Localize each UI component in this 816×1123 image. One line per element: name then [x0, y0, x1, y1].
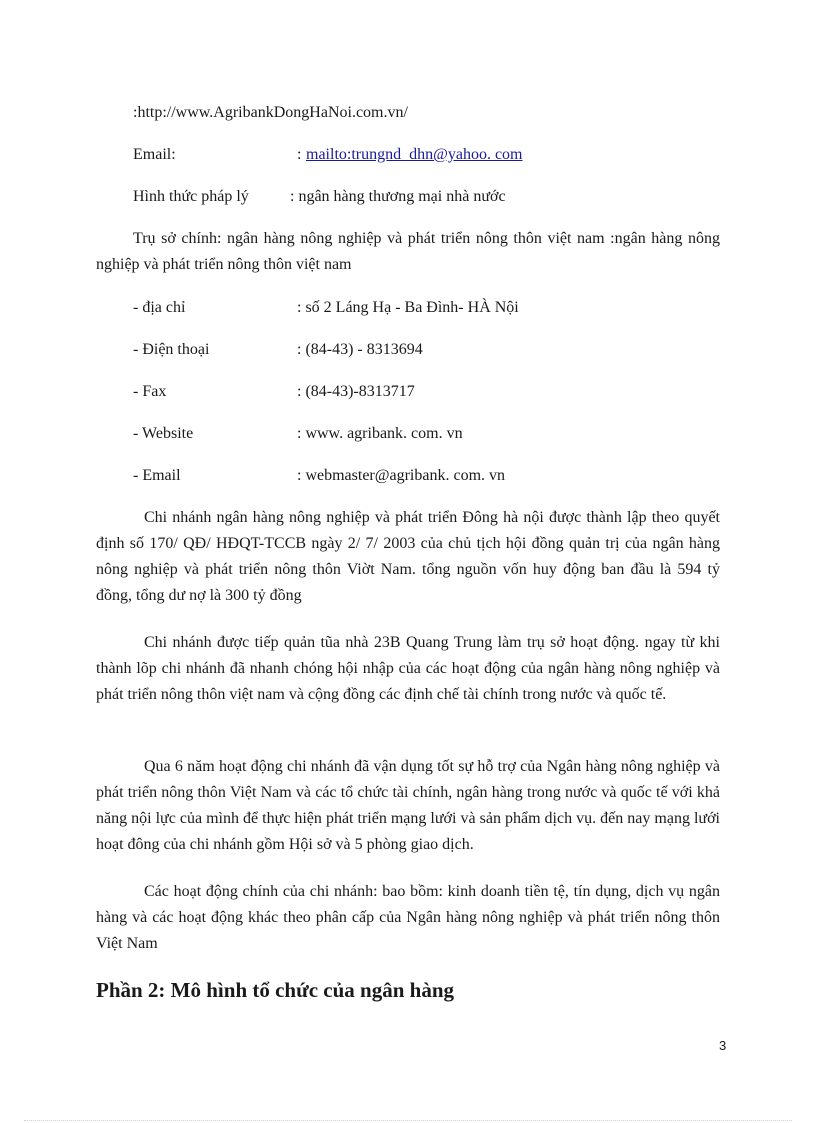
hq-address-label: - địa chỉ [133, 299, 186, 316]
hq-fax-label: - Fax [133, 383, 167, 400]
hq-phone-value: : (84-43) - 8313694 [297, 341, 423, 358]
hq-website-value: : www. agribank. com. vn [297, 425, 463, 442]
email-link[interactable]: mailto:trungnd_dhn@yahoo. com [306, 146, 523, 163]
page-number: 3 [719, 1038, 727, 1053]
headquarters-intro: Trụ sở chính: ngân hàng nông nghiệp và phát triển nông thôn việt nam :ngân hàng nông nghiệp và phát triển nông thôn việt nam [96, 230, 720, 273]
hq-email-value: : webmaster@agribank. com. vn [297, 467, 506, 484]
hq-website-label: - Website [133, 425, 194, 442]
hq-phone-label: - Điện thoại [133, 341, 210, 358]
email-separator: : [297, 146, 302, 163]
hq-fax-value: : (84-43)-8313717 [297, 383, 415, 400]
legal-form-value: : ngân hàng thương mại nhà nước [290, 188, 506, 205]
hq-email-label: - Email [133, 467, 181, 484]
paragraph-growth: Qua 6 năm hoạt động chi nhánh đã vận dụng tốt sự hỗ trợ của Ngân hàng nông nghiệp và phát triển nông thôn Việt Nam và các tổ chức tài chính, ngân hàng trong nước và quốc tế với khả năng nội lực của mình để thực hiện phát triển mạng lưới và sản phẩm dịch vụ. đến nay mạng lưới hoạt đông của chi nhánh gồm Hội sở và 5 phòng giao dịch. [96, 758, 720, 853]
legal-form-label: Hình thức pháp lý [133, 188, 249, 205]
page-bottom-divider [24, 1120, 792, 1121]
paragraph-activities: Các hoạt động chính của chi nhánh: bao bồm: kinh doanh tiền tệ, tín dụng, dịch vụ ngân hàng và các hoạt động khác theo phân cấp của Ngân hàng nông nghiệp và phát triển nông thôn Việt Nam [96, 883, 720, 952]
email-label: Email: [133, 146, 176, 163]
hq-address-value: : số 2 Láng Hạ - Ba Đình- HÀ Nội [297, 299, 519, 316]
section-heading: Phần 2: Mô hình tổ chức của ngân hàng [96, 978, 455, 1002]
paragraph-establishment: Chi nhánh ngân hàng nông nghiệp và phát triển Đông hà nội được thành lập theo quyết định số 170/ QĐ/ HĐQT-TCCB ngày 2/ 7/ 2003 của chủ tịch hội đồng quản trị của ngân hàng nông nghiệp và phát triển nông thôn Viờt Nam. tổng nguồn vốn huy động ban đầu là 594 tỷ đồng, tổng dư nợ là 300 tỷ đồng [96, 509, 720, 604]
paragraph-headquarters: Chi nhánh được tiếp quản tũa nhà 23B Quang Trung làm trụ sở hoạt động. ngay từ khi thành lõp chi nhánh đã nhanh chóng hội nhập của các hoạt động của ngân hàng nông nghiệp và phát triển nông thôn việt nam và cộng đồng các định chế tài chính trong nước và quốc tế. [96, 634, 720, 703]
website-line: :http://www.AgribankDongHaNoi.com.vn/ [133, 104, 408, 121]
